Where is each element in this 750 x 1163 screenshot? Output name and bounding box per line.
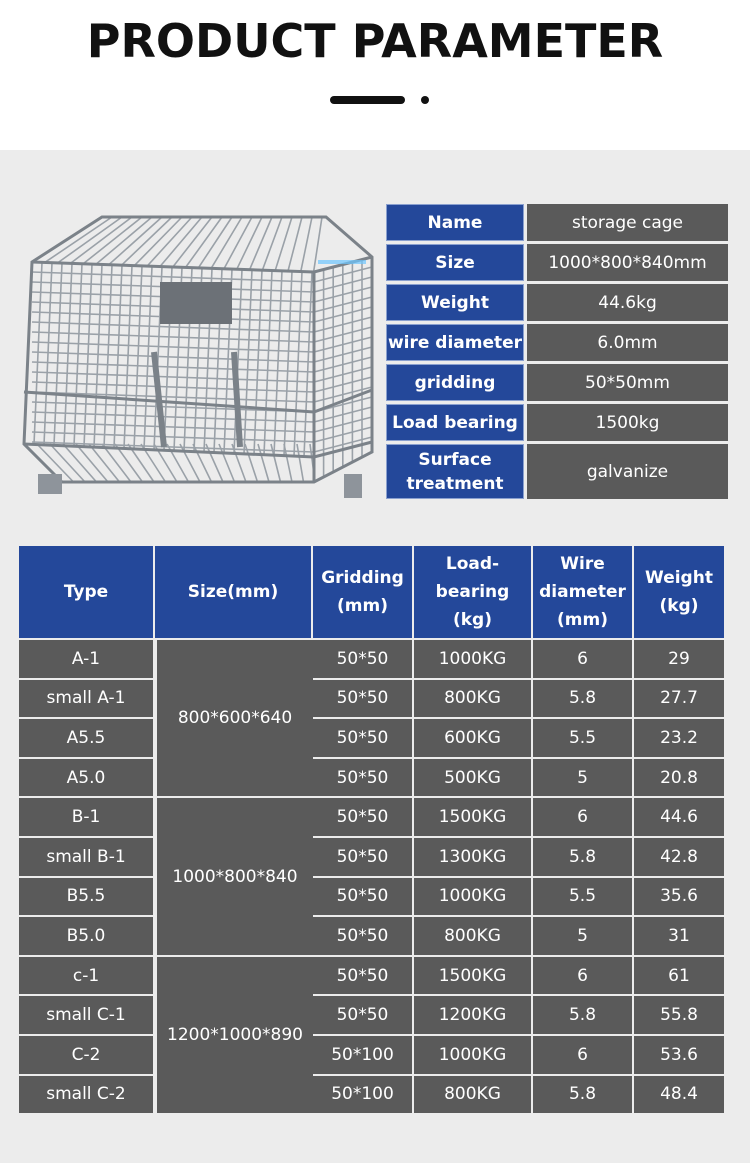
gridding-cell: 50*50 [313,759,412,797]
gridding-cell: 50*100 [313,1036,412,1074]
table-row [19,798,724,838]
gridding-cell: 50*50 [313,878,412,916]
load-cell: 1000KG [414,640,531,678]
spec-row [386,444,728,499]
table-row [19,759,724,799]
table-row [19,680,724,720]
wire-cell: 6 [533,1036,632,1074]
weight-cell: 27.7 [634,680,724,718]
weight-cell: 42.8 [634,838,724,876]
wire-cell: 5.8 [533,996,632,1034]
table-body [19,640,724,1115]
spec-value: galvanize [527,444,728,499]
size-cell: 1200*1000*890 [157,957,313,1113]
spec-table [386,204,728,502]
gridding-cell: 50*50 [313,957,412,995]
wire-cell: 6 [533,798,632,836]
table-row [19,838,724,878]
title-decoration [330,96,430,106]
table-row [19,1076,724,1116]
load-cell: 800KG [414,680,531,718]
wire-cell: 5 [533,759,632,797]
wire-cell: 5.8 [533,680,632,718]
weight-cell: 23.2 [634,719,724,757]
table-row [19,1036,724,1076]
gridding-cell: 50*50 [313,798,412,836]
load-cell: 1300KG [414,838,531,876]
type-cell: small A-1 [19,680,153,718]
spec-key: Load bearing [386,404,524,441]
column-header: Gridding (mm) [313,546,412,638]
weight-cell: 29 [634,640,724,678]
spec-key: Name [386,204,524,241]
table-row [19,996,724,1036]
type-cell: B5.0 [19,917,153,955]
type-cell: C-2 [19,1036,153,1074]
size-cell: 1000*800*840 [157,798,313,954]
spec-key: gridding [386,364,524,401]
weight-cell: 20.8 [634,759,724,797]
spec-value: 44.6kg [527,284,728,321]
spec-value: 50*50mm [527,364,728,401]
weight-cell: 31 [634,917,724,955]
spec-row [386,404,728,441]
type-cell: small B-1 [19,838,153,876]
table-row [19,640,724,680]
spec-row [386,284,728,321]
spec-value: 1000*800*840mm [527,244,728,281]
decoration-bar [330,96,405,104]
wire-cell: 5.5 [533,719,632,757]
gridding-cell: 50*50 [313,917,412,955]
decoration-dot [421,96,429,104]
gridding-cell: 50*50 [313,719,412,757]
load-cell: 1500KG [414,957,531,995]
type-cell: small C-1 [19,996,153,1034]
table-row [19,719,724,759]
model-table [19,546,724,1115]
spec-key: Weight [386,284,524,321]
spec-row [386,244,728,281]
gridding-cell: 50*100 [313,1076,412,1114]
weight-cell: 53.6 [634,1036,724,1074]
weight-cell: 55.8 [634,996,724,1034]
table-header [19,546,724,638]
spec-key: wire diameter [386,324,524,361]
wire-cell: 5.8 [533,1076,632,1114]
column-header: Weight (kg) [634,546,724,638]
type-cell: A5.5 [19,719,153,757]
spec-row [386,204,728,241]
size-cell: 800*600*640 [157,640,313,796]
weight-cell: 44.6 [634,798,724,836]
wire-cell: 5.5 [533,878,632,916]
spec-value: storage cage [527,204,728,241]
table-row [19,957,724,997]
load-cell: 1000KG [414,1036,531,1074]
page-title: PRODUCT PARAMETER [86,14,664,68]
wire-cell: 5.8 [533,838,632,876]
load-cell: 1200KG [414,996,531,1034]
spec-row [386,324,728,361]
type-cell: B-1 [19,798,153,836]
gridding-cell: 50*50 [313,838,412,876]
type-cell: B5.5 [19,878,153,916]
load-cell: 800KG [414,1076,531,1114]
weight-cell: 48.4 [634,1076,724,1114]
load-cell: 500KG [414,759,531,797]
load-cell: 800KG [414,917,531,955]
table-row [19,917,724,957]
wire-cell: 5 [533,917,632,955]
spec-value: 6.0mm [527,324,728,361]
column-header: Wire diameter (mm) [533,546,632,638]
column-header: Type [19,546,153,638]
spec-value: 1500kg [527,404,728,441]
table-row [19,878,724,918]
type-cell: A-1 [19,640,153,678]
load-cell: 1500KG [414,798,531,836]
type-cell: A5.0 [19,759,153,797]
type-cell: c-1 [19,957,153,995]
spec-key: Size [386,244,524,281]
type-cell: small C-2 [19,1076,153,1114]
weight-cell: 35.6 [634,878,724,916]
load-cell: 600KG [414,719,531,757]
spec-row [386,364,728,401]
column-header: Size(mm) [155,546,311,638]
wire-cell: 6 [533,957,632,995]
load-cell: 1000KG [414,878,531,916]
spec-key: Surface treatment [386,444,524,499]
gridding-cell: 50*50 [313,996,412,1034]
wire-cell: 6 [533,640,632,678]
gridding-cell: 50*50 [313,640,412,678]
column-header: Load-bearing (kg) [414,546,531,638]
weight-cell: 61 [634,957,724,995]
storage-cage-image [14,212,382,504]
gridding-cell: 50*50 [313,680,412,718]
